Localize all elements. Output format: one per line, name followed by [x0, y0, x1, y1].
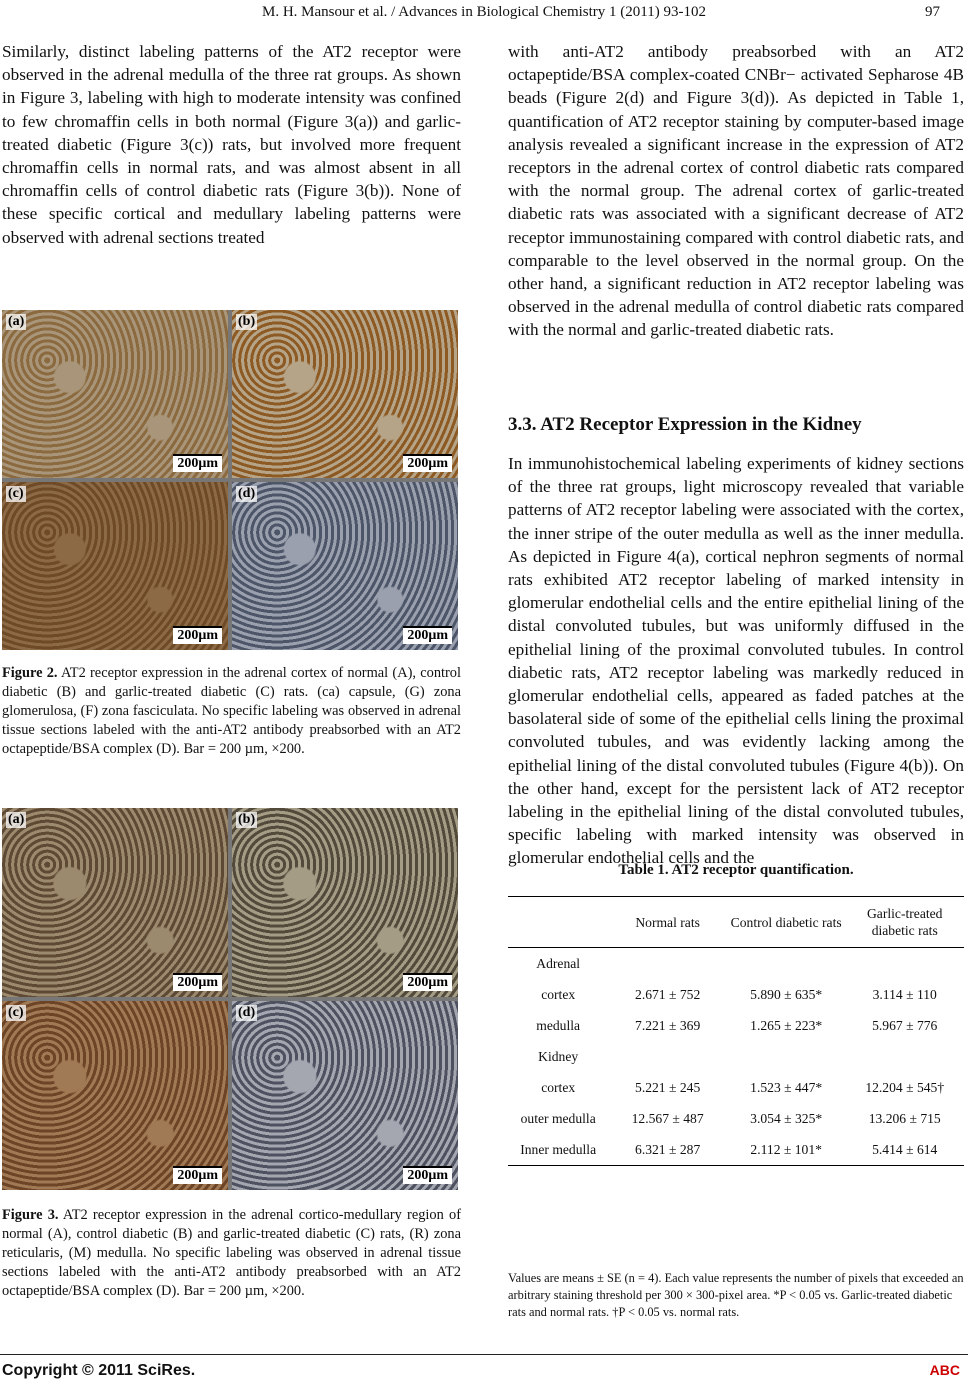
table-header-cell	[508, 897, 608, 948]
table-cell: 5.890 ± 635*	[750, 986, 823, 1002]
footer-copyright: Copyright © 2011 SciRes.	[2, 1362, 196, 1379]
table-cell: 2.112 ± 101*	[750, 1141, 822, 1157]
table-row	[508, 1010, 964, 1041]
left-paragraph-1: Similarly, distinct labeling patterns of the AT2 receptor were observed in the adrenal medulla of the three rat groups. As shown in Figure 3, labeling with high to moderate intensity was confined to few chromaffin cells in both normal (Figure 3(a)) and garlic-treated diabetic (Figure 3(c)) rats, but involved more frequent chromaffin cells in normal rats, and was almost absent in all chromaffin cells of control diabetic rats (Figure 3(b)). None of these specific cortical and medullary labeling patterns were observed with adrenal sections treated	[2, 42, 461, 247]
table-cell: 13.206 ± 715	[868, 1110, 941, 1126]
panel-label: (c)	[8, 1005, 24, 1020]
table-cell: 5.221 ± 245	[635, 1079, 701, 1095]
table-cell	[845, 948, 964, 980]
figure-3-panel	[232, 808, 458, 997]
table-row	[508, 1103, 964, 1134]
table-row	[508, 1041, 964, 1072]
table-cell: outer medulla	[520, 1110, 596, 1126]
scale-bar-label: 200μm	[173, 454, 222, 472]
running-head: M. H. Mansour et al. / Advances in Biological Chemistry 1 (2011) 93-102	[262, 4, 706, 20]
panel-label: (a)	[8, 812, 25, 827]
table-cell: 1.523 ± 447*	[750, 1079, 823, 1095]
table-cell: Inner medulla	[520, 1141, 597, 1157]
table-cell: 12.567 ± 487	[631, 1110, 704, 1126]
panel-label: (b)	[238, 812, 256, 827]
figure-2-panel	[2, 482, 228, 650]
table-cell: 5.967 ± 776	[872, 1017, 938, 1033]
table-row	[508, 979, 964, 1010]
figure-2-panel	[232, 310, 458, 478]
figure-3-image	[2, 808, 458, 1190]
table-cell: 6.321 ± 287	[635, 1141, 701, 1157]
figure-3-caption-lead: Figure 3.	[2, 1207, 59, 1223]
figure-2-panel	[232, 482, 458, 650]
panel-label: (a)	[8, 314, 25, 329]
table-cell: medulla	[536, 1017, 581, 1033]
table-cell: 12.204 ± 545†	[865, 1079, 945, 1095]
figure-2-caption-text: AT2 receptor expression in the adrenal cortex of normal (A), control diabetic (B) and garlic-treated diabetic (C) rats. (ca) capsule, (G) zona glomerulosa, (F) zona fasciculata. No specific labeling was observed in adrenal tissue sections labeled with the anti-AT2 antibody preabsorbed with an AT2 octapeptide/BSA complex (D). Bar = 200 µm, ×200.	[2, 665, 461, 757]
footer-rule	[0, 1354, 968, 1355]
panel-label: (b)	[238, 314, 256, 329]
table-cell	[845, 1041, 964, 1072]
right-paragraph-1: with anti-AT2 antibody preabsorbed with an AT2 octapeptide/BSA complex-coated CNBr− activated Sepharose 4B beads (Figure 2(d) and Figure 3(d)). As depicted in Table 1, quantification of AT2 receptor staining by computer-based image analysis revealed a significant increase in the expression of AT2 receptors in the adrenal cortex of control diabetic rats compared with the normal group. The adrenal cortex of garlic-treated diabetic rats was associated with a significant decrease of AT2 receptor immunostaining compared with control diabetic rats, and comparable to the level observed in the normal group. On the other hand, a significant reduction in AT2 receptor labeling was observed in the adrenal medulla of control diabetic rats compared with the normal and garlic-treated diabetic rats.	[508, 42, 964, 340]
table-1-title: Table 1. AT2 receptor quantification.	[618, 862, 854, 878]
table-cell: cortex	[541, 1079, 576, 1095]
figure-3-caption-text: AT2 receptor expression in the adrenal cortico-medullary region of normal (A), control diabetic (B) and garlic-treated diabetic (C) rats, (R) zona reticularis, (M) medulla. No specific labeling was observed in adrenal tissue sections labeled with the anti-AT2 antibody preabsorbed with an AT2 octapeptide/BSA complex (D). Bar = 200 µm, ×200.	[2, 1207, 461, 1299]
table-cell: 3.114 ± 110	[872, 986, 937, 1002]
table-row	[508, 1072, 964, 1103]
figure-2-image	[2, 310, 458, 650]
footer-brand-logo: ABC	[929, 1362, 960, 1378]
panel-label: (d)	[238, 486, 256, 501]
panel-label: (d)	[238, 1005, 256, 1020]
figure-2-caption	[2, 664, 461, 759]
figure-3-caption	[2, 1206, 461, 1301]
figure-3-panel	[2, 808, 228, 997]
scale-bar-label: 200μm	[403, 1166, 452, 1184]
table-cell	[608, 948, 727, 980]
scale-bar-label: 200μm	[173, 626, 222, 644]
table-row	[508, 948, 964, 980]
scale-bar-label: 200μm	[403, 626, 452, 644]
right-paragraph-2: In immunohistochemical labeling experiments of kidney sections of the three rat groups, light microscopy revealed that variable patterns of AT2 receptor labeling were associated with the cortex, the inner stripe of the outer medulla as well as the inner medulla. As depicted in Figure 4(a), cortical nephron segments of normal rats exhibited AT2 receptor labeling of marked intensity in glomerular endothelial cells and the entire epithelial lining of the distal convoluted tubules, but was uniformly diffused in the epithelial lining of the proximal convoluted tubules. In control diabetic rats, AT2 receptor labeling was markedly reduced in glomerular endothelial cells, appeared as faded patches at the basolateral side of some of the epithelial cells lining the proximal convoluted tubules, and was evidently lacking among the epithelial lining of the distal convoluted tubules (Figure 4(b)). On the other hand, except for the persistent lack of AT2 receptor labeling in the epithelial lining of the distal convoluted tubules, specific labeling with marked intensity was observed in glomerular endothelial cells and the	[508, 454, 964, 868]
figure-3-panel	[232, 1001, 458, 1190]
table-cell	[727, 948, 846, 980]
table-cell: 5.414 ± 614	[872, 1141, 938, 1157]
scale-bar-label: 200μm	[173, 973, 222, 991]
table-header-cell: Normal rats	[635, 914, 700, 930]
table-cell: 3.054 ± 325*	[750, 1110, 823, 1126]
table-cell	[727, 1041, 846, 1072]
table-1	[508, 896, 964, 1166]
scale-bar-label: 200μm	[403, 454, 452, 472]
table-header-cell: Garlic-treated diabetic rats	[866, 906, 943, 938]
table-1-note: Values are means ± SE (n = 4). Each value represents the number of pixels that exceeded an arbitrary staining threshold per 300 × 300-pixel area. *P < 0.05 vs. Garlic-treated diabetic rats and normal rats. †P < 0.05 vs. normal rats.	[508, 1271, 964, 1319]
table-cell	[608, 1041, 727, 1072]
table-row	[508, 1134, 964, 1166]
panel-label: (c)	[8, 486, 24, 501]
page-number: 97	[925, 4, 940, 20]
table-cell: Adrenal	[536, 955, 581, 971]
table-cell: cortex	[541, 986, 576, 1002]
table-header-cell: Control diabetic rats	[730, 914, 842, 930]
figure-2-caption-lead: Figure 2.	[2, 665, 58, 681]
figure-2-panel	[2, 310, 228, 478]
table-header-row	[508, 897, 964, 948]
table-cell: Kidney	[538, 1048, 579, 1064]
section-heading: 3.3. AT2 Receptor Expression in the Kidney	[508, 414, 862, 435]
scale-bar-label: 200μm	[403, 973, 452, 991]
figure-3-panel	[2, 1001, 228, 1190]
scale-bar-label: 200μm	[173, 1166, 222, 1184]
table-cell: 1.265 ± 223*	[750, 1017, 823, 1033]
table-cell: 7.221 ± 369	[635, 1017, 701, 1033]
table-cell: 2.671 ± 752	[635, 986, 701, 1002]
